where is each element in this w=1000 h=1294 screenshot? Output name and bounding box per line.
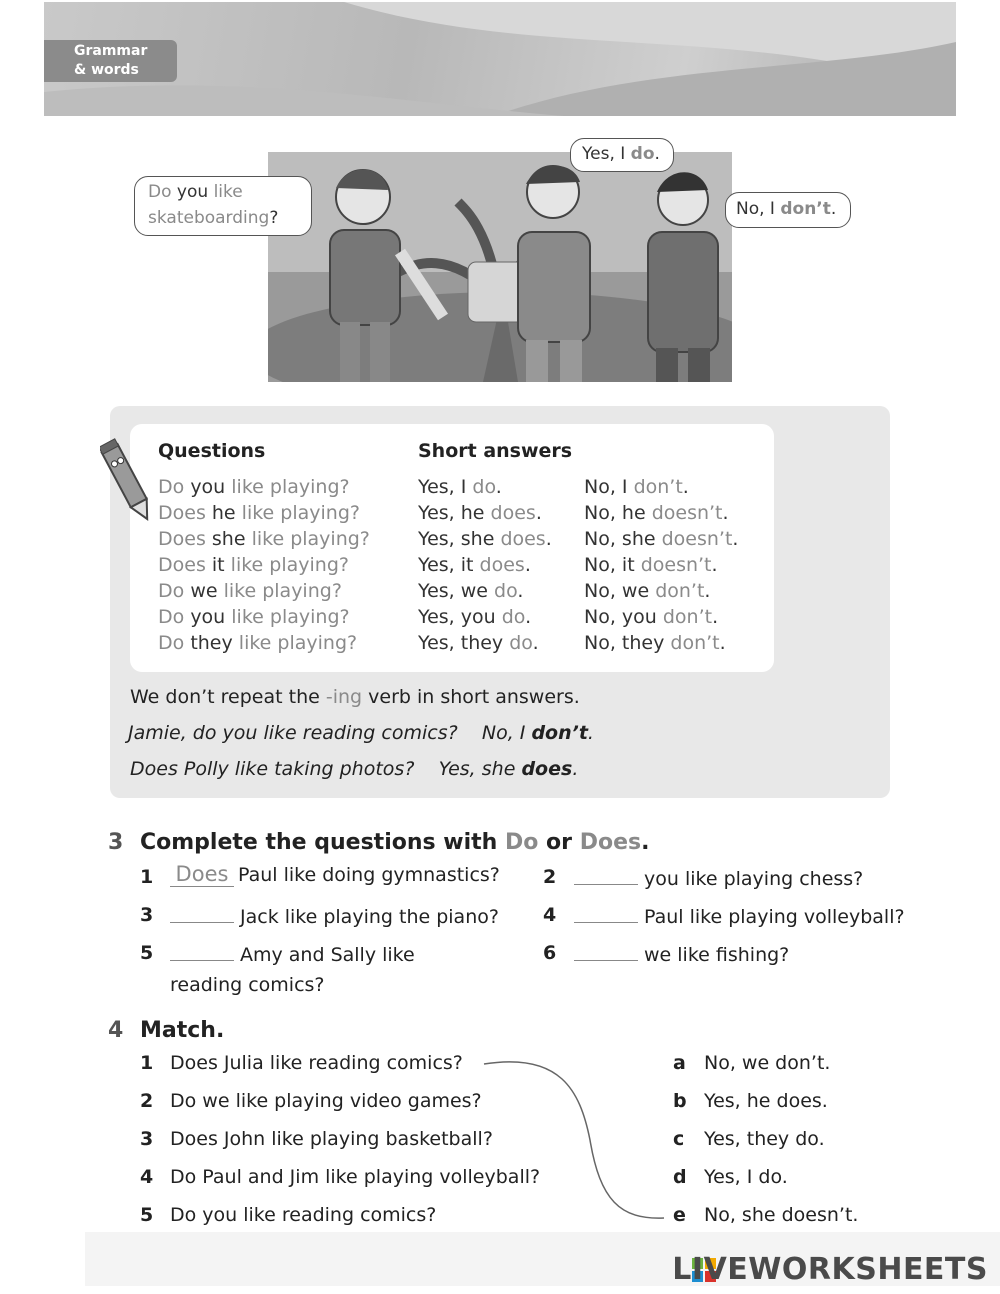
- example-answer: No, I: [481, 722, 526, 744]
- example-answer: .: [587, 722, 594, 744]
- grammar-no-answer: [584, 476, 689, 498]
- speech-bubble-left: [134, 176, 312, 236]
- q-subject: you: [190, 476, 226, 498]
- example-question: Does Polly like taking photos?: [130, 758, 415, 780]
- ex4-question-number: 3: [140, 1128, 154, 1150]
- exercise-3-title: [140, 830, 649, 855]
- ex4-question[interactable]: Do you like reading comics?: [170, 1204, 437, 1226]
- ex3-answer-blank[interactable]: [574, 866, 638, 885]
- ex4-question-number: 1: [140, 1052, 154, 1074]
- yes-end: .: [524, 554, 531, 576]
- bubble-left-word: ?: [269, 208, 279, 228]
- q-verb: like playing?: [241, 502, 360, 524]
- grammar-no-answer: [584, 580, 710, 602]
- ex4-question-number: 4: [140, 1166, 154, 1188]
- ex3-title-or: or: [546, 830, 573, 855]
- grammar-no-answer: [584, 606, 718, 628]
- ex3-answer-blank[interactable]: [170, 904, 234, 923]
- grammar-question: [158, 528, 370, 550]
- ex4-answer[interactable]: No, we don’t.: [704, 1052, 831, 1074]
- illustration-boys-talking: [268, 152, 732, 382]
- ex3-item-5-continued: reading comics?: [170, 974, 325, 996]
- q-aux: Do: [158, 580, 185, 602]
- ex3-item-number: 4: [543, 904, 557, 926]
- yes-end: .: [535, 502, 542, 524]
- q-verb: like playing?: [223, 580, 342, 602]
- illustration-picture: [268, 152, 732, 382]
- yes-aux: do: [501, 606, 526, 628]
- q-subject: you: [190, 606, 226, 628]
- no-aux: don’t: [662, 606, 713, 628]
- ex4-answer[interactable]: Yes, they do.: [704, 1128, 825, 1150]
- no-aux: doesn’t: [640, 554, 712, 576]
- no-text: No, she: [584, 528, 656, 550]
- yes-text: Yes, I: [418, 476, 467, 498]
- bubble-left-word: skateboarding: [148, 208, 270, 228]
- no-aux: don’t: [633, 476, 683, 498]
- no-aux: doesn’t: [651, 502, 723, 524]
- yes-aux: does: [500, 528, 546, 550]
- yes-aux: do: [472, 476, 496, 498]
- ex3-item-number: 5: [140, 942, 154, 964]
- ex3-item-5: [170, 942, 415, 966]
- no-text: No, you: [584, 606, 657, 628]
- bubble-mid-word: .: [654, 144, 660, 164]
- ex4-answer-letter: b: [673, 1090, 687, 1112]
- yes-end: .: [495, 476, 502, 498]
- bubble-left-word: you: [176, 182, 209, 202]
- no-aux: don’t: [655, 580, 705, 602]
- no-end: .: [704, 580, 711, 602]
- grammar-yes-answer: [418, 580, 523, 602]
- q-verb: like playing?: [230, 554, 349, 576]
- ex4-question[interactable]: Do Paul and Jim like playing volleyball?: [170, 1166, 541, 1188]
- bubble-mid-word: do: [630, 144, 655, 164]
- bubble-left-word: like: [213, 182, 243, 202]
- bubble-right-word: .: [830, 199, 837, 219]
- ex3-item-2: [574, 866, 863, 890]
- ex4-answer[interactable]: No, she doesn’t.: [704, 1204, 859, 1226]
- q-aux: Does: [158, 528, 206, 550]
- header-banner: [44, 2, 956, 116]
- example-answer-bold: don’t: [531, 722, 588, 744]
- q-verb: like playing?: [238, 632, 358, 654]
- ex3-title-does: Does: [579, 830, 642, 855]
- grammar-no-answer: [584, 632, 726, 654]
- section-label-line2: & words: [74, 62, 139, 78]
- yes-end: .: [545, 528, 552, 550]
- ex4-answer-letter: e: [673, 1204, 686, 1226]
- speech-bubble-right: [725, 192, 851, 228]
- no-text: No, I: [584, 476, 628, 498]
- q-aux: Do: [158, 606, 185, 628]
- grammar-no-answer: [584, 528, 738, 550]
- grammar-question: [158, 554, 349, 576]
- pencil-mascot-icon: [100, 436, 154, 526]
- grammar-yes-answer: [418, 502, 542, 524]
- ex4-answer-letter: a: [673, 1052, 686, 1074]
- no-end: .: [719, 632, 726, 654]
- exercise-3-number: 3: [108, 830, 124, 855]
- grammar-question: [158, 476, 350, 498]
- example-answer-bold: does: [521, 758, 573, 780]
- grammar-yes-answer: [418, 606, 531, 628]
- q-verb: like playing?: [251, 528, 370, 550]
- yes-text: Yes, we: [418, 580, 488, 602]
- yes-text: Yes, it: [418, 554, 474, 576]
- ex3-item-text: we like fishing?: [644, 944, 790, 966]
- no-text: No, it: [584, 554, 635, 576]
- exercise-4-title: Match.: [140, 1018, 225, 1043]
- yes-text: Yes, they: [418, 632, 504, 654]
- speech-bubble-middle: [570, 138, 674, 172]
- no-end: .: [711, 554, 718, 576]
- yes-aux: do: [494, 580, 518, 602]
- grammar-question: [158, 606, 350, 628]
- no-end: .: [682, 476, 689, 498]
- ex3-item-number: 6: [543, 942, 557, 964]
- ex4-answer-letter: c: [673, 1128, 685, 1150]
- bubble-right-word: No, I: [736, 199, 775, 219]
- q-verb: like playing?: [231, 606, 350, 628]
- q-aux: Do: [158, 632, 185, 654]
- ex4-question[interactable]: Does Julia like reading comics?: [170, 1052, 463, 1074]
- example-question: Jamie, do you like reading comics?: [128, 722, 458, 744]
- grammar-yes-answer: [418, 528, 552, 550]
- exercise-4-number: 4: [108, 1018, 124, 1043]
- yes-end: .: [525, 606, 532, 628]
- yes-end: .: [532, 632, 539, 654]
- ex4-question[interactable]: Do we like playing video games?: [170, 1090, 482, 1112]
- q-subject: they: [190, 632, 233, 654]
- no-text: No, we: [584, 580, 650, 602]
- ex4-question[interactable]: Does John like playing basketball?: [170, 1128, 493, 1150]
- yes-text: Yes, she: [418, 528, 495, 550]
- grammar-question: [158, 632, 357, 654]
- ex3-item-text: Jack like playing the piano?: [240, 906, 499, 928]
- no-aux: don’t: [670, 632, 720, 654]
- grammar-yes-answer: [418, 632, 539, 654]
- note-ing: -ing: [325, 686, 363, 708]
- grammar-yes-answer: [418, 476, 502, 498]
- example-2: [130, 758, 578, 780]
- grammar-no-answer: [584, 502, 729, 524]
- no-text: No, he: [584, 502, 646, 524]
- q-aux: Does: [158, 554, 206, 576]
- section-label: [44, 40, 177, 82]
- grammar-note: [130, 686, 580, 708]
- ex3-answer-blank[interactable]: Does: [170, 862, 234, 887]
- ex4-question-number: 5: [140, 1204, 154, 1226]
- yes-aux: do: [509, 632, 533, 654]
- bubble-right-word: don’t: [780, 199, 831, 219]
- yes-aux: does: [479, 554, 525, 576]
- bubble-left-word: Do: [148, 182, 172, 202]
- grammar-question: [158, 580, 342, 602]
- ex3-title-do: Do: [504, 830, 539, 855]
- no-end: .: [732, 528, 739, 550]
- ex4-answer[interactable]: Yes, I do.: [704, 1166, 788, 1188]
- ex3-item-number: 1: [140, 866, 154, 888]
- ex3-title-text: Complete the questions with: [140, 830, 498, 855]
- ex3-item-4: [574, 904, 905, 928]
- q-aux: Do: [158, 476, 185, 498]
- ex3-item-1: [170, 862, 500, 887]
- q-subject: he: [211, 502, 236, 524]
- questions-header: Questions: [158, 440, 266, 462]
- yes-text: Yes, you: [418, 606, 496, 628]
- match-line-example: [470, 1050, 670, 1230]
- ex3-item-3: [170, 904, 499, 928]
- grammar-yes-answer: [418, 554, 531, 576]
- liveworksheets-brand: LIVEWORKSHEETS: [672, 1252, 988, 1287]
- example-answer: .: [572, 758, 579, 780]
- yes-aux: does: [490, 502, 536, 524]
- ex3-title-end: .: [641, 830, 650, 855]
- note-text: We don’t repeat the: [130, 686, 320, 708]
- short-answers-header: Short answers: [418, 440, 573, 462]
- ex3-item-number: 2: [543, 866, 557, 888]
- ex3-item-text: Paul like doing gymnastics?: [238, 864, 500, 886]
- grammar-no-answer: [584, 554, 718, 576]
- ex3-item-6: [574, 942, 789, 966]
- grammar-question: [158, 502, 360, 524]
- q-subject: she: [211, 528, 246, 550]
- q-subject: we: [190, 580, 218, 602]
- q-subject: it: [211, 554, 225, 576]
- bubble-mid-word: Yes, I: [582, 144, 626, 164]
- section-label-line1: Grammar: [74, 43, 148, 59]
- example-answer: Yes, she: [438, 758, 516, 780]
- yes-text: Yes, he: [418, 502, 485, 524]
- banner-wave-decoration: [44, 2, 956, 116]
- ex4-answer-letter: d: [673, 1166, 687, 1188]
- note-text: verb in short answers.: [368, 686, 580, 708]
- no-end: .: [722, 502, 729, 524]
- ex3-item-text: Paul like playing volleyball?: [644, 906, 905, 928]
- ex4-question-number: 2: [140, 1090, 154, 1112]
- q-verb: like playing?: [231, 476, 350, 498]
- no-text: No, they: [584, 632, 665, 654]
- ex3-answer-blank[interactable]: [170, 942, 234, 961]
- ex4-answer[interactable]: Yes, he does.: [704, 1090, 828, 1112]
- no-aux: doesn’t: [661, 528, 733, 550]
- ex3-item-text: you like playing chess?: [644, 868, 864, 890]
- ex3-answer-blank[interactable]: [574, 942, 638, 961]
- no-end: .: [712, 606, 719, 628]
- example-1: [128, 722, 594, 744]
- ex3-item-number: 3: [140, 904, 154, 926]
- ex3-answer-blank[interactable]: [574, 904, 638, 923]
- q-aux: Does: [158, 502, 206, 524]
- ex3-item-text: Amy and Sally like: [240, 944, 415, 966]
- yes-end: .: [517, 580, 524, 602]
